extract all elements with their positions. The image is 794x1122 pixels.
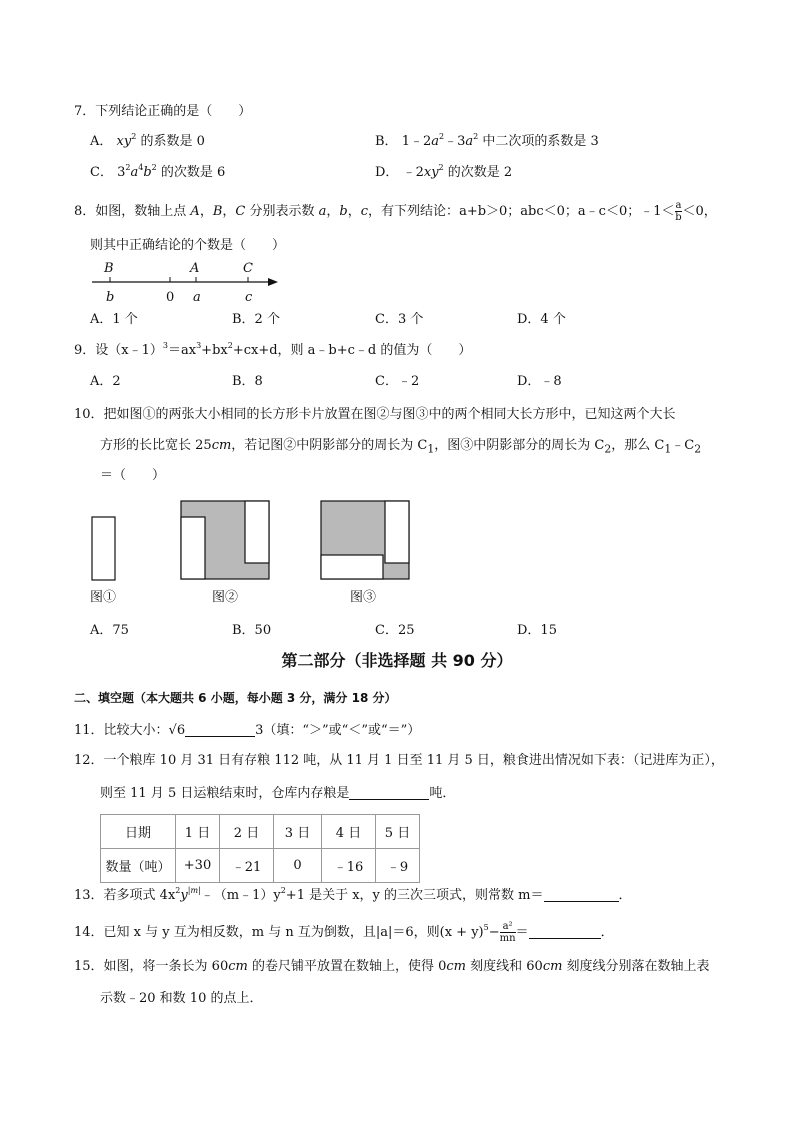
q9-option-d: D．﹣8: [517, 374, 562, 389]
q10-option-b: B．50: [232, 623, 272, 638]
q14-fraction: $\frac{\text{a²}}{mn}$: [499, 921, 516, 944]
q14: 14．已知 x 与 y 互为相反数，m 与 n 互为倒数，且|a|＝6，则$(x + y)^5-$ $\frac{\text{a²}}{mn}$ ＝ ．: [74, 921, 614, 944]
table-cell: 0: [274, 849, 322, 883]
q7-option-c: C． $3^2a^4b^2$ 的次数是 6: [90, 163, 226, 180]
q11: 11．比较大小：√6 3（填：“＞”或“＜”或“＝”）: [74, 723, 421, 738]
q9-stem: 9．设$(x﹣1)^3=ax^3+bx^2+cx+d$，则 a﹣b+c﹣d 的值为（ ）: [74, 341, 472, 358]
q8-option-a: A．1 个: [90, 312, 138, 327]
table-cell: +30: [176, 849, 220, 883]
q10-line3: ＝（ ）: [100, 468, 166, 483]
q10-option-a: A．75: [90, 623, 129, 638]
table-cell: 1 日: [176, 815, 220, 849]
q8-line2: 则其中正确结论的个数是（ ）: [90, 238, 286, 253]
q9-option-b: B．8: [232, 374, 263, 389]
table-cell: ﹣21: [220, 849, 274, 883]
q13-answer-blank[interactable]: [544, 887, 619, 902]
table-cell: ﹣16: [322, 849, 376, 883]
table-cell: ﹣9: [376, 849, 420, 883]
q14-answer-blank[interactable]: [529, 924, 601, 939]
q7-option-a: A． $xy^2$ 的系数是 0: [90, 132, 205, 149]
q8-option-b: B．2 个: [232, 312, 280, 327]
axis-value-a: a: [193, 290, 201, 305]
table-cell: 4 日: [322, 815, 376, 849]
q8-fraction: $\frac{a}{b}$: [675, 200, 682, 223]
table-cell: 数量（吨）: [101, 849, 176, 883]
section2-heading: 二、填空题（本大题共 6 小题，每小题 3 分，满分 18 分）: [74, 691, 397, 705]
q15-line1: 15．如图，将一条长为 60cm 的卷尺铺平放置在数轴上，使得 0cm 刻度线和 60cm 刻度线分别落在数轴上表: [74, 959, 710, 974]
q10-option-d: D．15: [517, 623, 557, 638]
figure-2: [180, 500, 272, 582]
q12-line2: 则至 11 月 5 日运粮结束时，仓库内存粮是 吨．: [100, 786, 456, 801]
table-cell: 3 日: [274, 815, 322, 849]
part2-title: 第二部分（非选择题 共 90 分）: [281, 651, 513, 670]
axis-value-c: c: [245, 290, 253, 305]
axis-label-B: B: [104, 261, 114, 276]
q15-line2: 示数﹣20 和数 10 的点上．: [100, 991, 263, 1006]
q12-line1: 12．一个粮库 10 月 31 日有存粮 112 吨，从 11 月 1 日至 11 月 5 日，粮食进出情况如下表：（记进库为正），: [74, 753, 724, 768]
axis-value-b: b: [106, 290, 115, 305]
figure-3-label: 图③: [350, 590, 377, 605]
q12-answer-blank[interactable]: [349, 785, 429, 800]
q7-option-b: B． $1﹣2a^2﹣3a^2$ 中二次项的系数是 3: [375, 132, 599, 149]
q10-option-c: C．25: [375, 623, 415, 638]
figure-2-label: 图②: [212, 590, 239, 605]
q8-option-c: C．3 个: [375, 312, 424, 327]
axis-value-zero: 0: [166, 290, 175, 305]
figure-1: [90, 515, 120, 583]
table-cell: 5 日: [376, 815, 420, 849]
table-cell: 日期: [101, 815, 176, 849]
q10-line2: 方形的长比宽长 25cm，若记图②中阴影部分的周长为 $C_1$，图③中阴影部分的周长为 $C_2$，那么 $C_1﹣C_2$: [100, 438, 702, 456]
figure-3: [320, 500, 412, 582]
q9-option-a: A．2: [90, 374, 121, 389]
table-row: [101, 815, 420, 849]
grain-table: [100, 814, 420, 883]
axis-label-A: A: [190, 261, 200, 276]
axis-label-C: C: [243, 261, 253, 276]
q11-answer-blank[interactable]: [185, 722, 255, 737]
q10-line1: 10．把如图①的两张大小相同的长方形卡片放置在图②与图③中的两个相同大长方形中，已知这两个大长: [74, 407, 676, 422]
figure-1-label: 图①: [90, 590, 117, 605]
q9-option-c: C．﹣2: [375, 374, 420, 389]
q13: 13．若多项式 $4x^2y^{|m|}﹣(m﹣1)y^2+1$ 是关于 x，y 的三次三项式，则常数 m＝ ．: [74, 886, 632, 903]
q7-option-d: D． $﹣2xy^2$ 的次数是 2: [375, 163, 513, 180]
q8-option-d: D．4 个: [517, 312, 566, 327]
q8-stem: 8．如图，数轴上点 A，B，C 分别表示数 a，b，c，有下列结论：a+b＞0；abc＜0；a﹣c＜0；﹣1＜ $\frac{a}{b}$ ＜0，: [74, 200, 717, 223]
table-row: [101, 849, 420, 883]
q7-stem: 7．下列结论正确的是（ ）: [74, 104, 252, 119]
table-cell: 2 日: [220, 815, 274, 849]
